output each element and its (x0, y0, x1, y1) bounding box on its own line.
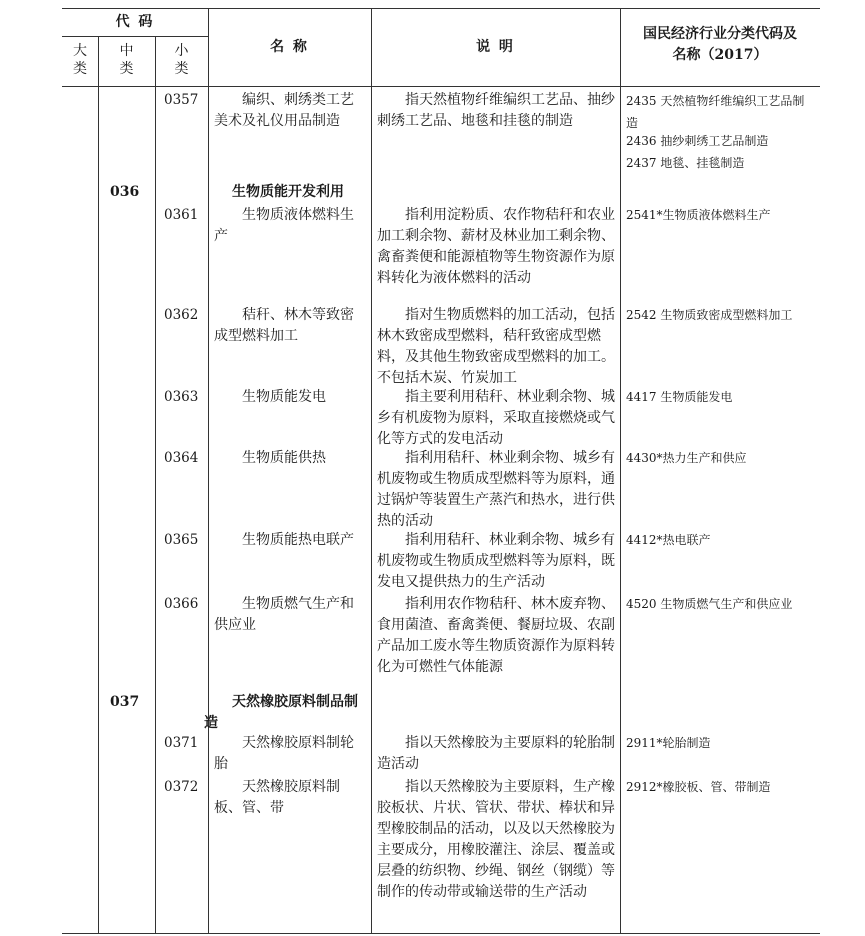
category-description: 指以天然橡胶为主要原料，生产橡胶板状、片状、管状、带状、棒状和异型橡胶制品的活动，以及以天然橡胶为主要成分，用橡胶灌注、涂层、覆盖或层叠的纺织物、纱绳、钢丝（钢缆）等制作的传动带或输送带的生产活动 (377, 779, 615, 900)
national-code-entry: 2436 抽纱刺绣工艺品制造 (626, 134, 769, 148)
minor-code: 0365 (164, 532, 199, 548)
header-national-standard: 国民经济行业分类代码及 名称（2017） (643, 26, 797, 63)
national-code-entry: 2542 生物质致密成型燃料加工 (626, 308, 793, 322)
minor-code: 0371 (164, 735, 199, 751)
header-description: 说 明 (476, 39, 515, 55)
category-name: 生物质液体燃料生产 (214, 207, 354, 244)
category-name: 天然橡胶原料制板、管、带 (214, 779, 340, 816)
header-middle: 中 类 (119, 43, 134, 77)
minor-code: 0372 (164, 779, 199, 795)
group-name: 生物质能开发利用 (232, 184, 344, 200)
col-divider-middle (155, 36, 156, 933)
col-divider-description (620, 8, 621, 933)
national-code-entry: 2437 地毯、挂毯制造 (626, 156, 745, 170)
category-description: 指主要利用秸秆、林业剩余物、城乡有机废物为原料，采取直接燃烧或气化等方式的发电活动 (377, 389, 615, 447)
col-divider-minor (208, 8, 209, 933)
category-name: 生物质能热电联产 (242, 532, 354, 548)
header-code-group: 代 码 (115, 14, 155, 30)
national-code-entry: 2911*轮胎制造 (626, 736, 711, 750)
col-divider-major (98, 36, 99, 933)
category-name: 生物质能供热 (242, 450, 326, 466)
middle-code: 037 (110, 694, 140, 710)
category-description: 指天然植物纤维编织工艺品、抽纱刺绣工艺品、地毯和挂毯的制造 (377, 92, 615, 129)
national-code-entry: 4412*热电联产 (626, 533, 711, 547)
table-bottom-border (62, 933, 820, 934)
national-code-entry: 4520 生物质燃气生产和供应业 (626, 597, 793, 611)
header-minor: 小 类 (174, 43, 189, 77)
category-name: 生物质燃气生产和供应业 (214, 596, 354, 633)
code-group-divider (62, 36, 208, 37)
group-name: 天然橡胶原料制品制造 (204, 694, 358, 731)
category-description: 指以天然橡胶为主要原料的轮胎制造活动 (377, 735, 615, 772)
category-name: 编织、刺绣类工艺美术及礼仪用品制造 (214, 92, 354, 129)
header-bottom-border (62, 86, 820, 87)
minor-code: 0361 (164, 207, 199, 223)
minor-code: 0362 (164, 307, 199, 323)
category-description: 指利用秸秆、林业剩余物、城乡有机废物或生物质成型燃料等为原料，通过锅炉等装置生产蒸汽和热水，进行供热的活动 (377, 450, 615, 529)
national-code-entry: 2541*生物质液体燃料生产 (626, 208, 771, 222)
national-code-entry: 2435 天然植物纤维编织工艺品制造 (626, 94, 805, 130)
category-name: 生物质能发电 (242, 389, 326, 405)
minor-code: 0364 (164, 450, 199, 466)
category-description: 指利用淀粉质、农作物秸秆和农业加工剩余物、薪材及林业加工剩余物、禽畜粪便和能源植物等生物资源作为原料转化为液体燃料的活动 (377, 207, 615, 286)
category-name: 秸秆、林木等致密成型燃料加工 (214, 307, 354, 344)
category-description: 指利用秸秆、林业剩余物、城乡有机废物或生物质成型燃料等为原料，既发电又提供热力的生产活动 (377, 532, 615, 590)
category-description: 指对生物质燃料的加工活动，包括林木致密成型燃料，秸秆致密成型燃料，及其他生物致密成型燃料的加工。不包括木炭、竹炭加工 (377, 307, 615, 386)
category-description: 指利用农作物秸秆、林木废弃物、食用菌渣、畜禽粪便、餐厨垃圾、农副产品加工废水等生物质资源作为原料转化为可燃性气体能源 (377, 596, 615, 675)
header-name: 名 称 (270, 39, 309, 55)
minor-code: 0357 (164, 92, 199, 108)
col-divider-name (371, 8, 372, 933)
national-code-entry: 4430*热力生产和供应 (626, 451, 747, 465)
middle-code: 036 (110, 184, 140, 200)
header-major: 大 类 (73, 43, 87, 77)
minor-code: 0366 (164, 596, 199, 612)
category-name: 天然橡胶原料制轮胎 (214, 735, 354, 772)
national-code-entry: 4417 生物质能发电 (626, 390, 733, 404)
table-top-border (62, 8, 820, 9)
minor-code: 0363 (164, 389, 199, 405)
national-code-entry: 2912*橡胶板、管、带制造 (626, 780, 771, 794)
